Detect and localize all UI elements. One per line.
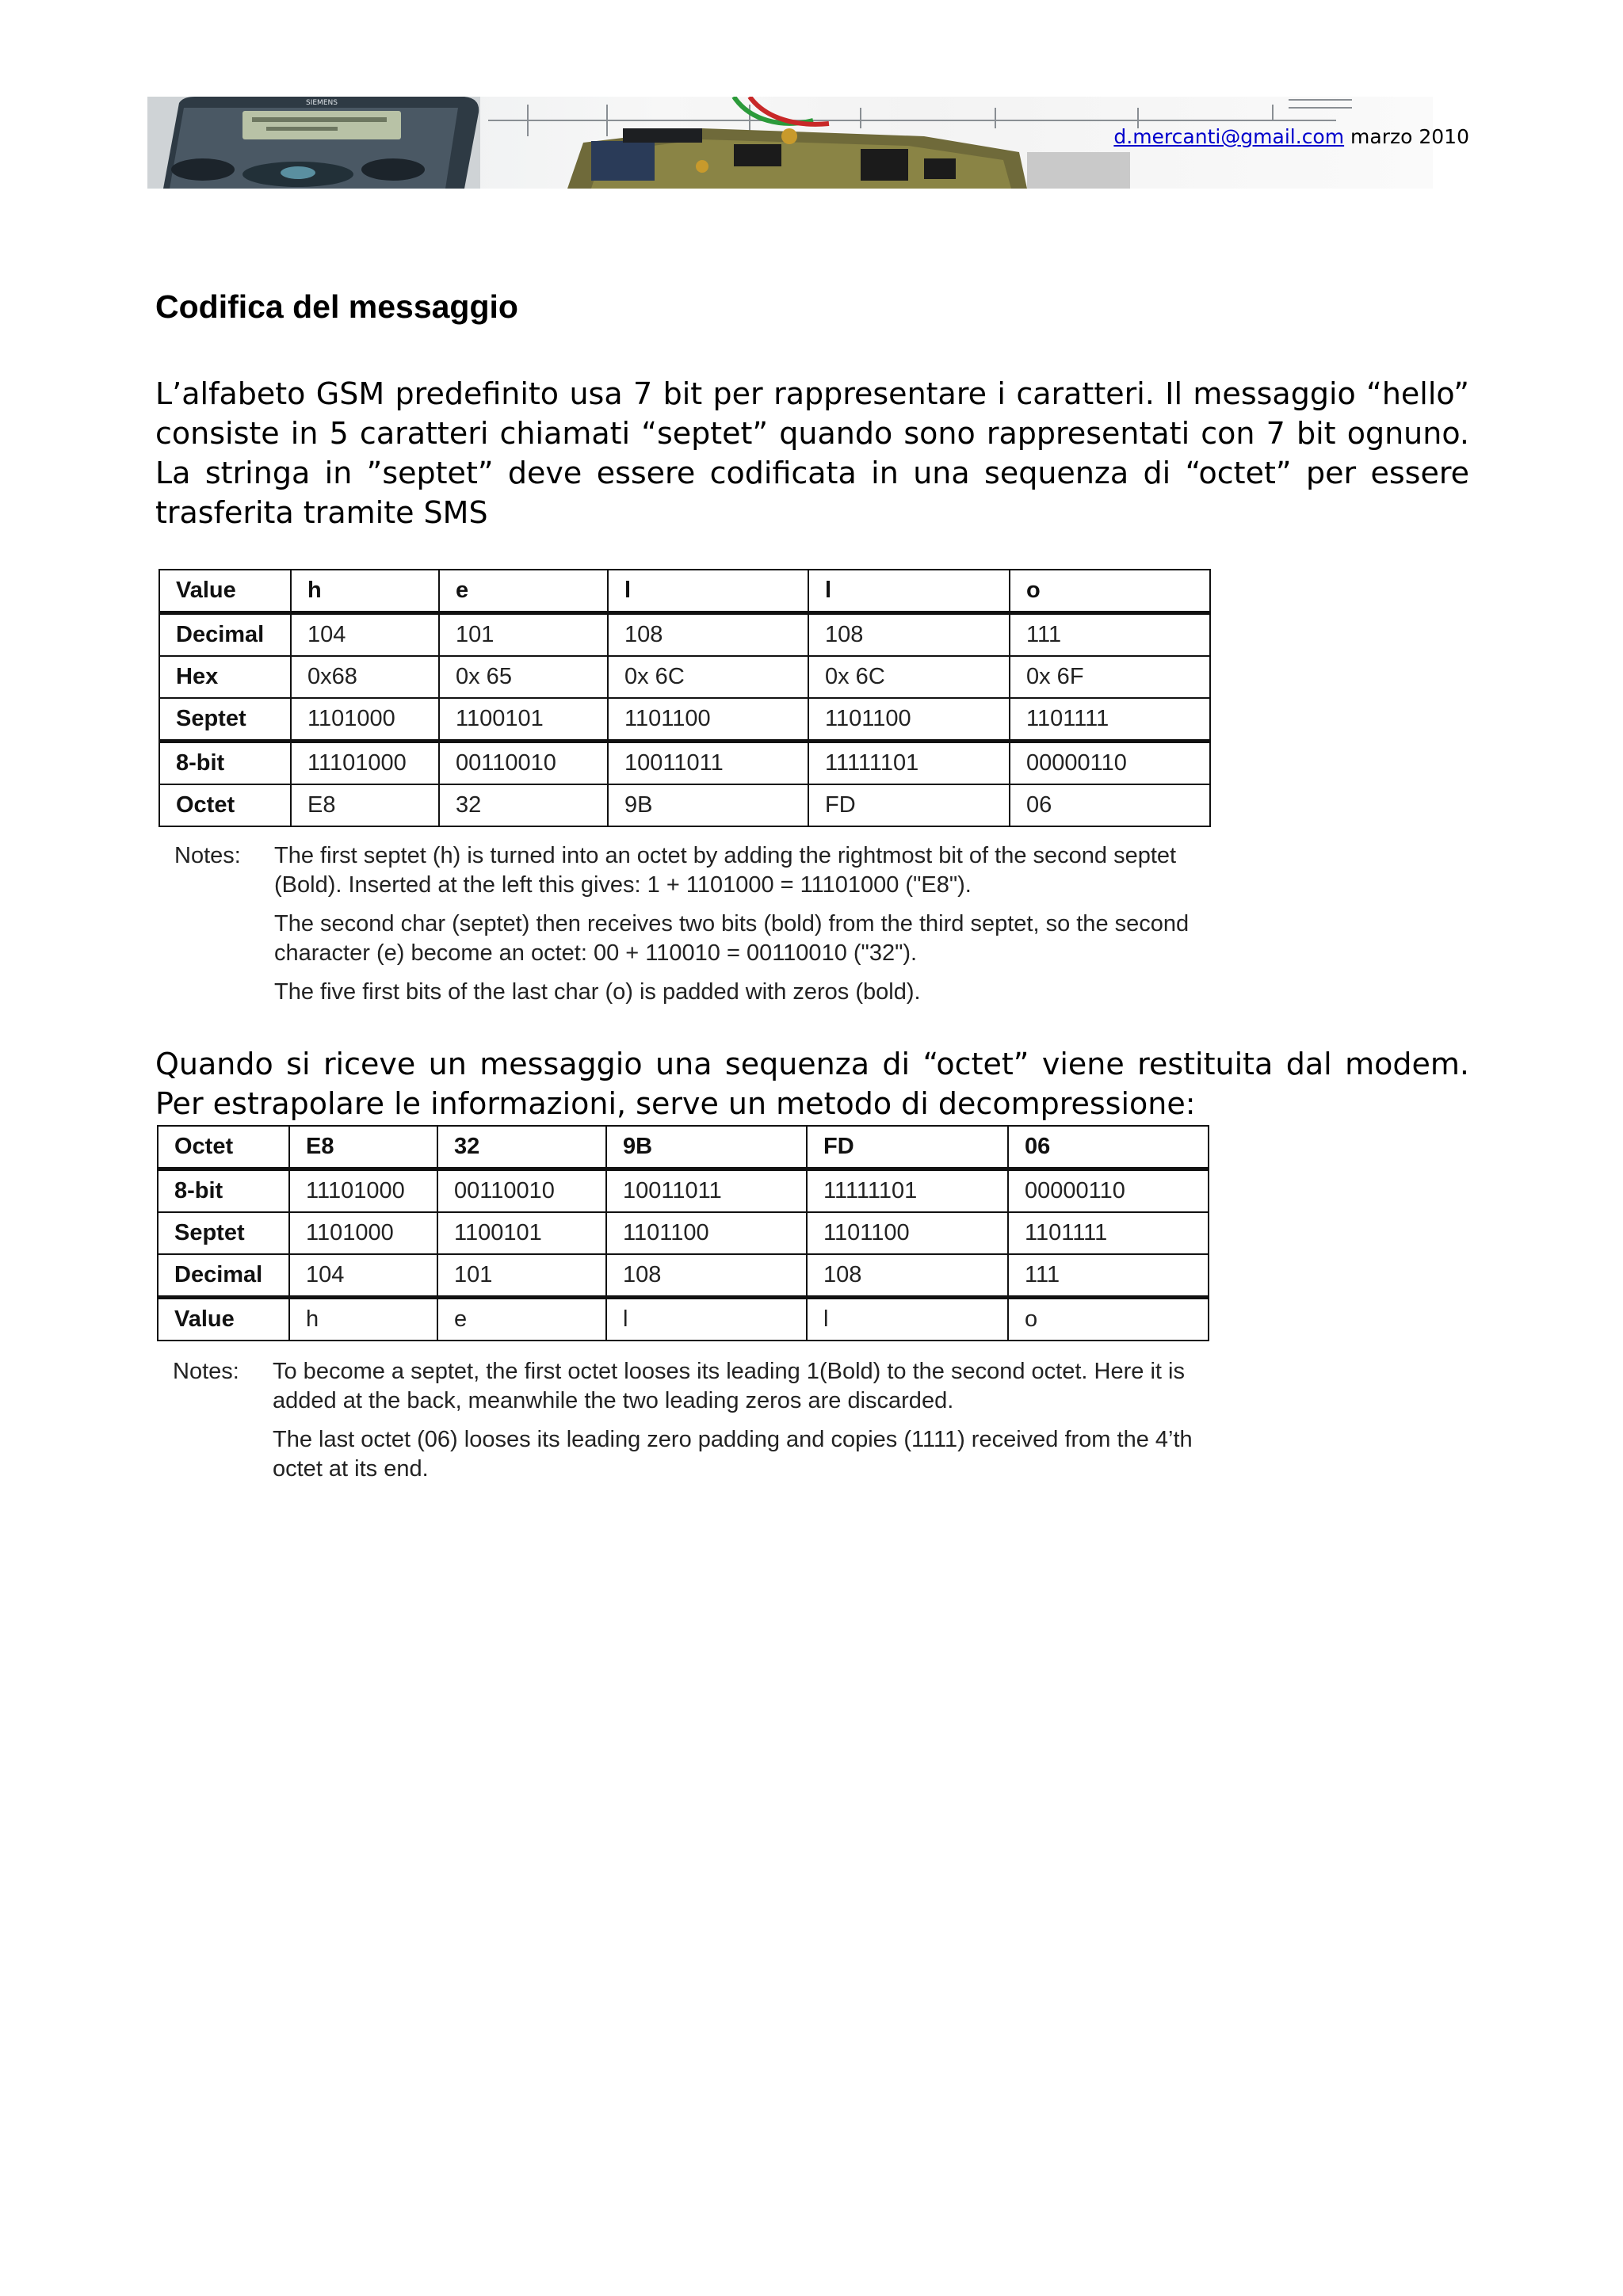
table-row [159, 784, 1210, 826]
table-cell: 1100101 [437, 1212, 606, 1254]
table-cell: l [807, 1298, 1008, 1341]
table-cell: 32 [437, 1126, 606, 1169]
table-row [159, 698, 1210, 742]
table-cell: l [808, 570, 1010, 613]
table-cell: 00110010 [439, 742, 608, 785]
table-cell: 32 [439, 784, 608, 826]
table-cell: 111 [1010, 613, 1210, 657]
table-cell: 108 [808, 613, 1010, 657]
table-cell: o [1010, 570, 1210, 613]
table-cell: 108 [606, 1254, 807, 1298]
row-header-cell: Octet [159, 784, 291, 826]
phone-image [147, 97, 480, 189]
table-row [158, 1212, 1209, 1254]
notes-label: Notes: [173, 1359, 239, 1384]
table-cell: 101 [439, 613, 608, 657]
table-cell: FD [807, 1126, 1008, 1169]
table-cell: l [606, 1298, 807, 1341]
table-row [158, 1126, 1209, 1169]
table-cell: 0x 6C [808, 656, 1010, 698]
table-cell: 1101000 [289, 1212, 437, 1254]
table-cell: 00110010 [437, 1169, 606, 1213]
row-header-cell: Octet [158, 1126, 289, 1169]
table-cell: 111 [1008, 1254, 1209, 1298]
row-header-cell: Decimal [158, 1254, 289, 1298]
circuit-board-image [567, 97, 1130, 189]
row-header-cell: Hex [159, 656, 291, 698]
table-cell: 0x 6C [608, 656, 808, 698]
table-cell: 1101111 [1008, 1212, 1209, 1254]
note-item: The first septet (h) is turned into an octet by adding the rightmost bit of the second septet (Bold). Inserted at the left this gives: 1 + 1101000 = 11101000 ("E8"). [274, 843, 1177, 898]
notes-label: Notes: [174, 843, 241, 868]
table-cell: 11101000 [289, 1169, 437, 1213]
table-cell: o [1008, 1298, 1209, 1341]
decoding-paragraph: Quando si riceve un messaggio una sequenza di “octet” viene restituita dal modem. Per estrapolare le informazioni, serve un metodo di decompressione: [155, 1047, 1469, 1121]
table-row [158, 1169, 1209, 1213]
table-cell: 11111101 [807, 1169, 1008, 1213]
table-cell: 1101111 [1010, 698, 1210, 742]
table-cell: h [289, 1298, 437, 1341]
table-cell: 00000110 [1008, 1169, 1209, 1213]
table-cell: 1100101 [439, 698, 608, 742]
table-row [159, 570, 1210, 613]
table-cell: 06 [1008, 1126, 1209, 1169]
row-header-cell: 8-bit [158, 1169, 289, 1213]
table-cell: 1101100 [807, 1212, 1008, 1254]
table-cell: 104 [291, 613, 439, 657]
row-header-cell: Value [159, 570, 291, 613]
table-cell: 1101100 [808, 698, 1010, 742]
decoding-table-body [158, 1126, 1209, 1341]
table-cell: E8 [291, 784, 439, 826]
header-contact [1113, 125, 1469, 148]
note-item: The last octet (06) looses its leading zero padding and copies (1111) received from the 4’th octet at its end. [273, 1427, 1193, 1482]
row-header-cell: Decimal [159, 613, 291, 657]
table-cell: 06 [1010, 784, 1210, 826]
table-cell: 9B [608, 784, 808, 826]
phone-brand-label: SIEMENS [306, 99, 338, 107]
intro-paragraph: L’alfabeto GSM predefinito usa 7 bit per rappresentare i caratteri. Il messaggio “hello” consiste in 5 caratteri chiamati “septet” quando sono rappresentati con 7 bit ognuno. La stringa in ”septet” deve essere codificata in una sequenza di “octet” per essere trasferita tramite SMS [155, 376, 1469, 530]
note-item: The five first bits of the last char (o) is padded with zeros (bold). [274, 979, 921, 1005]
table-row [159, 742, 1210, 785]
header-date: marzo 2010 [1350, 125, 1469, 148]
encoding-table-body [159, 570, 1210, 826]
table-cell: 10011011 [608, 742, 808, 785]
table-row [159, 656, 1210, 698]
table-cell: 1101100 [608, 698, 808, 742]
table-cell: h [291, 570, 439, 613]
table-cell: 0x 6F [1010, 656, 1210, 698]
table-cell: 0x68 [291, 656, 439, 698]
notes-body [273, 1357, 1208, 1493]
table-cell: 108 [807, 1254, 1008, 1298]
notes-body [274, 841, 1209, 1016]
table-cell: E8 [289, 1126, 437, 1169]
table-cell: FD [808, 784, 1010, 826]
row-header-cell: Septet [158, 1212, 289, 1254]
table-cell: e [439, 570, 608, 613]
table-cell: 1101000 [291, 698, 439, 742]
table-cell: l [608, 570, 808, 613]
note-item: The second char (septet) then receives two bits (bold) from the third septet, so the second character (e) become an octet: 00 + 110010 = 00110010 ("32"). [274, 911, 1190, 966]
table-cell: 11101000 [291, 742, 439, 785]
table-cell: 9B [606, 1126, 807, 1169]
table-row [158, 1254, 1209, 1298]
table-cell: 10011011 [606, 1169, 807, 1213]
encoding-table [158, 569, 1211, 827]
table-cell: e [437, 1298, 606, 1341]
table-row [158, 1298, 1209, 1341]
row-header-cell: Value [158, 1298, 289, 1341]
table-cell: 00000110 [1010, 742, 1210, 785]
table-cell: 108 [608, 613, 808, 657]
decoding-table [157, 1125, 1209, 1341]
section-title: Codifica del messaggio [155, 288, 518, 325]
table-cell: 11111101 [808, 742, 1010, 785]
row-header-cell: 8-bit [159, 742, 291, 785]
row-header-cell: Septet [159, 698, 291, 742]
table-cell: 101 [437, 1254, 606, 1298]
email-link[interactable]: d.mercanti@gmail.com [1113, 125, 1345, 148]
note-item: To become a septet, the first octet looses its leading 1(Bold) to the second octet. Here it is added at the back, meanwhile the two leading zeros are discarded. [273, 1359, 1185, 1413]
table-cell: 1101100 [606, 1212, 807, 1254]
table-cell: 104 [289, 1254, 437, 1298]
table-row [159, 613, 1210, 657]
table-cell: 0x 65 [439, 656, 608, 698]
